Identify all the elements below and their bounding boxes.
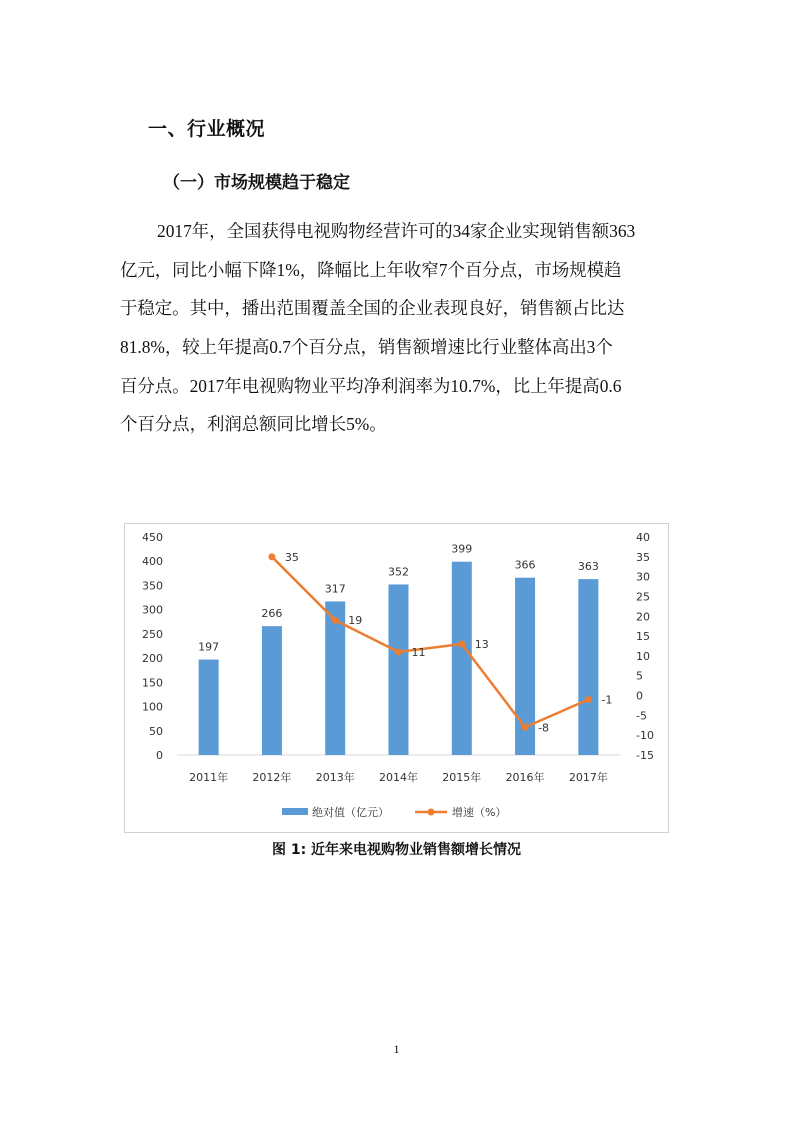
x-axis-tick-label: 2016年: [505, 771, 545, 784]
growth-point: [522, 724, 529, 731]
section-heading: 一、行业概况: [148, 118, 266, 140]
left-axis-tick-label: 200: [142, 652, 163, 666]
paragraph-line: 百分点。2017年电视购物业平均净利润率为10.7%，比上年提高0.6: [120, 375, 622, 396]
right-axis-tick-label: 30: [636, 570, 650, 584]
chart-canvas: [125, 524, 670, 834]
paragraph-line: 亿元，同比小幅下降1%，降幅比上年收窄7个百分点，市场规模趋: [120, 259, 622, 280]
right-axis-tick-label: 0: [636, 689, 643, 703]
x-axis-tick-label: 2013年: [315, 771, 355, 784]
page-number: 1: [393, 1042, 400, 1056]
paragraph-line: 于稳定。其中，播出范围覆盖全国的企业表现良好，销售额占比达: [120, 298, 625, 319]
paragraph-line: 81.8%，较上年提高0.7个百分点，销售额增速比行业整体高出3个: [120, 337, 613, 358]
bar: [199, 660, 219, 755]
body-paragraph: [120, 216, 676, 448]
x-axis-tick-label: 2015年: [442, 771, 482, 784]
paragraph-line: 个百分点，利润总额同比增长5%。: [120, 414, 387, 435]
subsection-heading: （一）市场规模趋于稳定: [163, 173, 350, 193]
legend-line-marker: [428, 809, 435, 816]
bar-data-label: 366: [514, 558, 536, 572]
legend-bar-label: 绝对值（亿元）: [312, 806, 389, 819]
left-axis-tick-label: 350: [142, 579, 163, 593]
growth-point: [332, 617, 339, 624]
right-axis-tick-label: 15: [636, 630, 650, 644]
bar: [578, 579, 598, 755]
bar-data-label: 266: [261, 607, 283, 621]
growth-data-label: 11: [411, 645, 426, 659]
x-axis-tick-label: 2011年: [189, 771, 229, 784]
left-axis-tick-label: 450: [142, 531, 163, 544]
legend-bar-swatch: [282, 808, 308, 815]
paragraph-line: 2017年，全国获得电视购物经营许可的34家企业实现销售额363: [157, 221, 636, 241]
right-axis-tick-label: 10: [636, 649, 650, 663]
x-axis-tick-label: 2012年: [252, 771, 292, 784]
growth-data-label: 35: [284, 550, 299, 564]
sales-growth-chart: [124, 523, 669, 833]
left-axis-tick-label: 400: [142, 555, 163, 569]
right-axis-tick-label: 35: [636, 550, 650, 564]
growth-point: [585, 696, 592, 703]
growth-line: [272, 557, 588, 727]
figure-caption: 图 1: 近年来电视购物业销售额增长情况: [271, 842, 522, 858]
left-axis-tick-label: 50: [149, 724, 163, 738]
left-axis-tick-label: 0: [156, 749, 163, 762]
bar-data-label: 399: [451, 542, 473, 556]
bar: [389, 584, 409, 755]
right-axis-tick-label: 25: [636, 590, 650, 604]
left-axis-tick-label: 300: [142, 603, 163, 617]
growth-point: [458, 641, 465, 648]
x-axis-tick-label: 2017年: [568, 771, 608, 784]
bar: [262, 626, 282, 755]
right-axis-tick-label: 5: [636, 669, 643, 683]
right-axis-tick-label: 40: [636, 531, 650, 544]
left-axis-tick-label: 250: [142, 627, 163, 641]
x-axis-tick-label: 2014年: [379, 771, 418, 784]
right-axis-tick-label: -10: [636, 729, 654, 743]
bar-data-label: 317: [324, 582, 346, 596]
right-axis-tick-label: 20: [636, 610, 650, 624]
bar: [452, 562, 472, 755]
growth-point: [268, 553, 275, 560]
bar-data-label: 363: [577, 560, 599, 574]
bar-data-label: 197: [198, 640, 220, 654]
growth-data-label: 19: [348, 614, 363, 628]
right-axis-tick-label: -5: [636, 709, 647, 723]
left-axis-tick-label: 100: [142, 700, 163, 714]
growth-point: [395, 648, 402, 655]
growth-data-label: -8: [538, 721, 550, 735]
bar-data-label: 352: [388, 565, 409, 579]
growth-data-label: 13: [474, 638, 489, 652]
left-axis-tick-label: 150: [142, 676, 163, 690]
legend-line-label: 增速（%）: [452, 806, 507, 819]
growth-data-label: -1: [601, 693, 613, 707]
right-axis-tick-label: -15: [636, 749, 654, 762]
